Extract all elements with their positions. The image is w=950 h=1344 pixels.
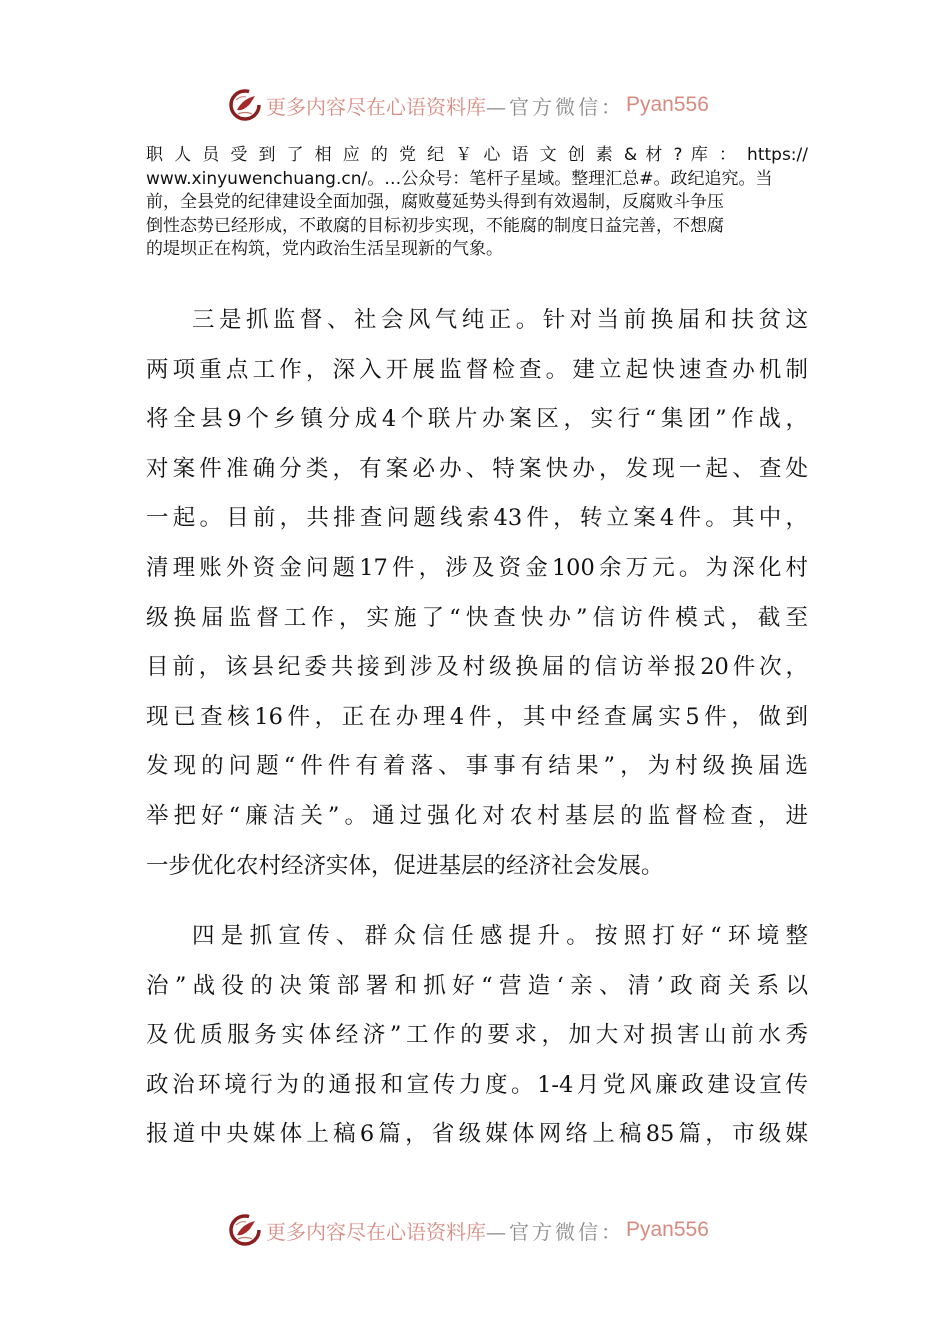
banner-slogan: 更多内容尽在心语资料库 — [266, 94, 486, 119]
paragraph-line: 报道中央媒体上稿6篇，省级媒体网络上稿85篇，市级媒 — [146, 1121, 808, 1148]
paragraph-line: 倒性态势已经形成，不敢腐的目标初步实现，不能腐的制度日益完善，不想腐 — [146, 215, 724, 236]
paragraph-line: 现已查核16件，正在办理4件，其中经查属实5件，做到 — [146, 703, 808, 730]
banner-wechat-label: —官方微信： — [486, 94, 624, 119]
paragraph-line: 目前，该县纪委共接到涉及村级换届的信访举报20件次， — [146, 654, 808, 681]
paragraph-line: 一起。目前，共排查问题线索43件，转立案4件。其中， — [146, 505, 808, 532]
banner-slogan: 更多内容尽在心语资料库 — [266, 1219, 486, 1244]
banner-wechat-id: Pyan556 — [626, 93, 709, 116]
paragraph-supervision — [146, 296, 808, 891]
banner-wechat-label: —官方微信： — [486, 1219, 624, 1244]
paragraph-line: 职 人 员 受 到 了 相 应 的 党 纪 ￥ 心 语 文 创 素 & 材 ? 库 ： https:// — [146, 145, 808, 165]
pen-logo-icon — [228, 88, 262, 122]
paragraph-line: 政治环境行为的通报和宣传力度。1-4月党风廉政建设宣传 — [146, 1071, 808, 1098]
paragraph-line: 的堤坝正在构筑，党内政治生活呈现新的气象。 — [146, 239, 503, 259]
paragraph-line: 前，全县党的纪律建设全面加强，腐败蔓延势头得到有效遏制，反腐败斗争压 — [146, 192, 724, 212]
paragraph-line: 对案件准确分类，有案必办、特案快办，发现一起、查处 — [146, 455, 808, 482]
header-banner — [228, 85, 709, 125]
paragraph-line: 四是抓宣传、群众信任感提升。按照打好“环境整 — [192, 923, 808, 949]
paragraph-line: 两项重点工作，深入开展监督检查。建立起快速查办机制 — [146, 356, 808, 383]
paragraph-continued — [146, 144, 808, 262]
paragraph-line: 三是抓监督、社会风气纯正。针对当前换届和扶贫这 — [192, 307, 808, 333]
banner-wechat-id: Pyan556 — [626, 1218, 709, 1241]
paragraph-line: 举把好“廉洁关”。通过强化对农村基层的监督检查，进 — [146, 802, 808, 829]
paragraph-line: 将全县9个乡镇分成4个联片办案区，实行“集团”作战， — [146, 406, 808, 433]
footer-banner — [228, 1210, 709, 1250]
paragraph-line: www.xinyuwenchuang.cn/。…公众号：笔杆子星域。整理汇总#。政纪追究。当 — [146, 168, 773, 189]
paragraph-line: 一步优化农村经济实体，促进基层的经济社会发展。 — [146, 852, 664, 879]
paragraph-line: 治”战役的决策部署和抓好“营造‘亲、清’政商关系以 — [146, 972, 808, 999]
pen-logo-icon — [228, 1213, 262, 1247]
paragraph-line: 发现的问题“件件有着落、事事有结果”，为村级换届选 — [146, 753, 808, 780]
paragraph-line: 级换届监督工作，实施了“快查快办”信访件模式，截至 — [146, 604, 808, 631]
paragraph-line: 清理账外资金问题17件，涉及资金100余万元。为深化村 — [146, 554, 808, 581]
paragraph-line: 及优质服务实体经济”工作的要求，加大对损害山前水秀 — [146, 1022, 808, 1049]
paragraph-publicity — [146, 912, 808, 1160]
